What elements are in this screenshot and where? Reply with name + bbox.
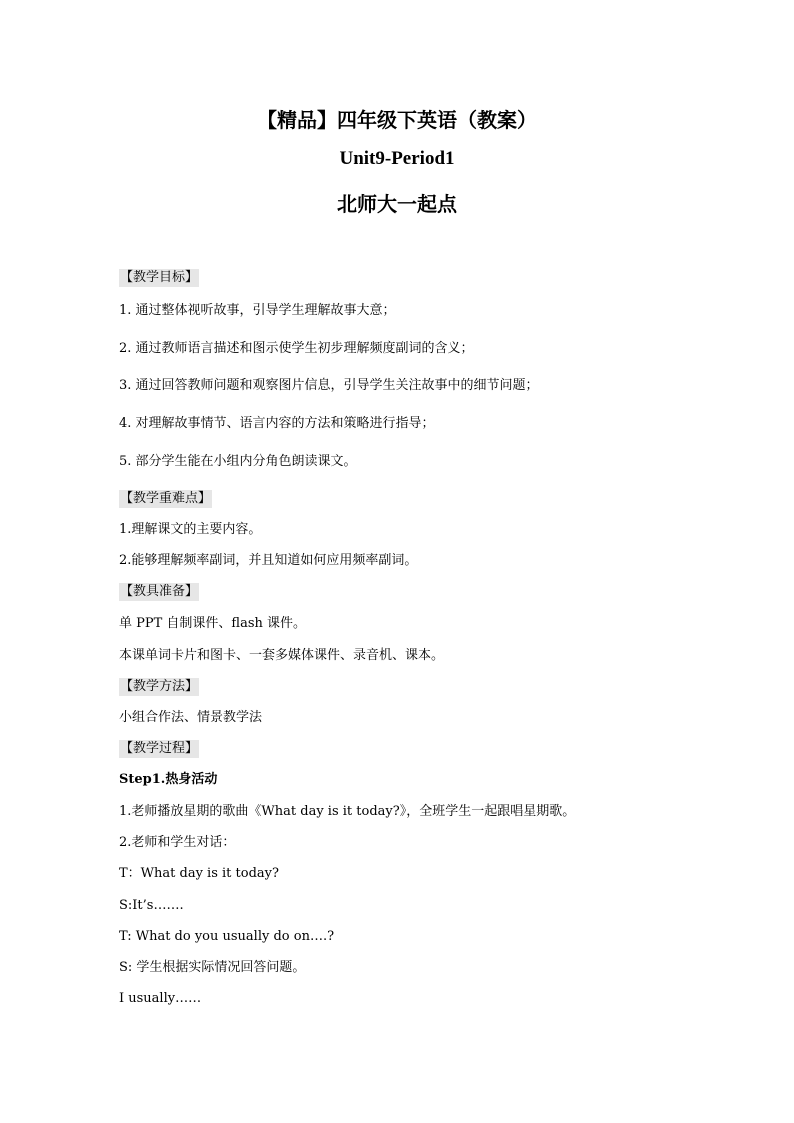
objective-item: 2. 通过教师语言描述和图示使学生初步理解频度副词的含义；	[119, 341, 474, 356]
section-heading-process	[119, 740, 199, 758]
objective-item: 3. 通过回答教师问题和观察图片信息，引导学生关注故事中的细节问题；	[119, 378, 539, 393]
objective-item: 4. 对理解故事情节、语言内容的方法和策略进行指导；	[119, 416, 435, 431]
process-item: S: 学生根据实际情况回答问题。	[119, 960, 306, 975]
method-item: 小组合作法、情景教学法	[119, 710, 263, 725]
objectives-heading: 【教学目标】	[120, 270, 199, 285]
process-item: T: What do you usually do on….?	[119, 929, 335, 944]
key-points-heading: 【教学重难点】	[120, 491, 212, 506]
methods-heading: 【教学方法】	[120, 679, 199, 694]
objective-item: 1. 通过整体视听故事，引导学生理解故事大意；	[119, 303, 396, 318]
process-item: T：What day is it today?	[119, 866, 279, 881]
material-item: 本课单词卡片和图卡、一套多媒体课件、录音机、课本。	[119, 648, 445, 663]
step1-title: Step1.热身活动	[119, 772, 218, 787]
materials-heading: 【教具准备】	[120, 584, 199, 599]
key-point-item: 1.理解课文的主要内容。	[119, 522, 262, 537]
key-point-item: 2.能够理解频率副词，并且知道如何应用频率副词。	[119, 553, 418, 568]
objective-item: 5. 部分学生能在小组内分角色朗读课文。	[119, 454, 357, 469]
process-heading: 【教学过程】	[120, 741, 199, 756]
publisher-title: 北师大一起点	[337, 192, 457, 216]
section-heading-materials	[119, 583, 199, 601]
process-item: S:It’s…….	[119, 898, 184, 913]
section-heading-key-points	[119, 490, 212, 508]
material-item: 单 PPT 自制课件、flash 课件。	[119, 616, 307, 631]
section-heading-objectives	[119, 269, 199, 287]
process-item: I usually……	[119, 991, 202, 1006]
unit-title: Unit9-Period1	[339, 148, 455, 169]
document-title: 【精品】四年级下英语（教案）	[257, 108, 537, 132]
section-heading-methods	[119, 678, 199, 696]
process-item: 1.老师播放星期的歌曲《What day is it today?》，全班学生一起跟唱星期歌。	[119, 804, 576, 819]
process-item: 2.老师和学生对话：	[119, 835, 236, 850]
